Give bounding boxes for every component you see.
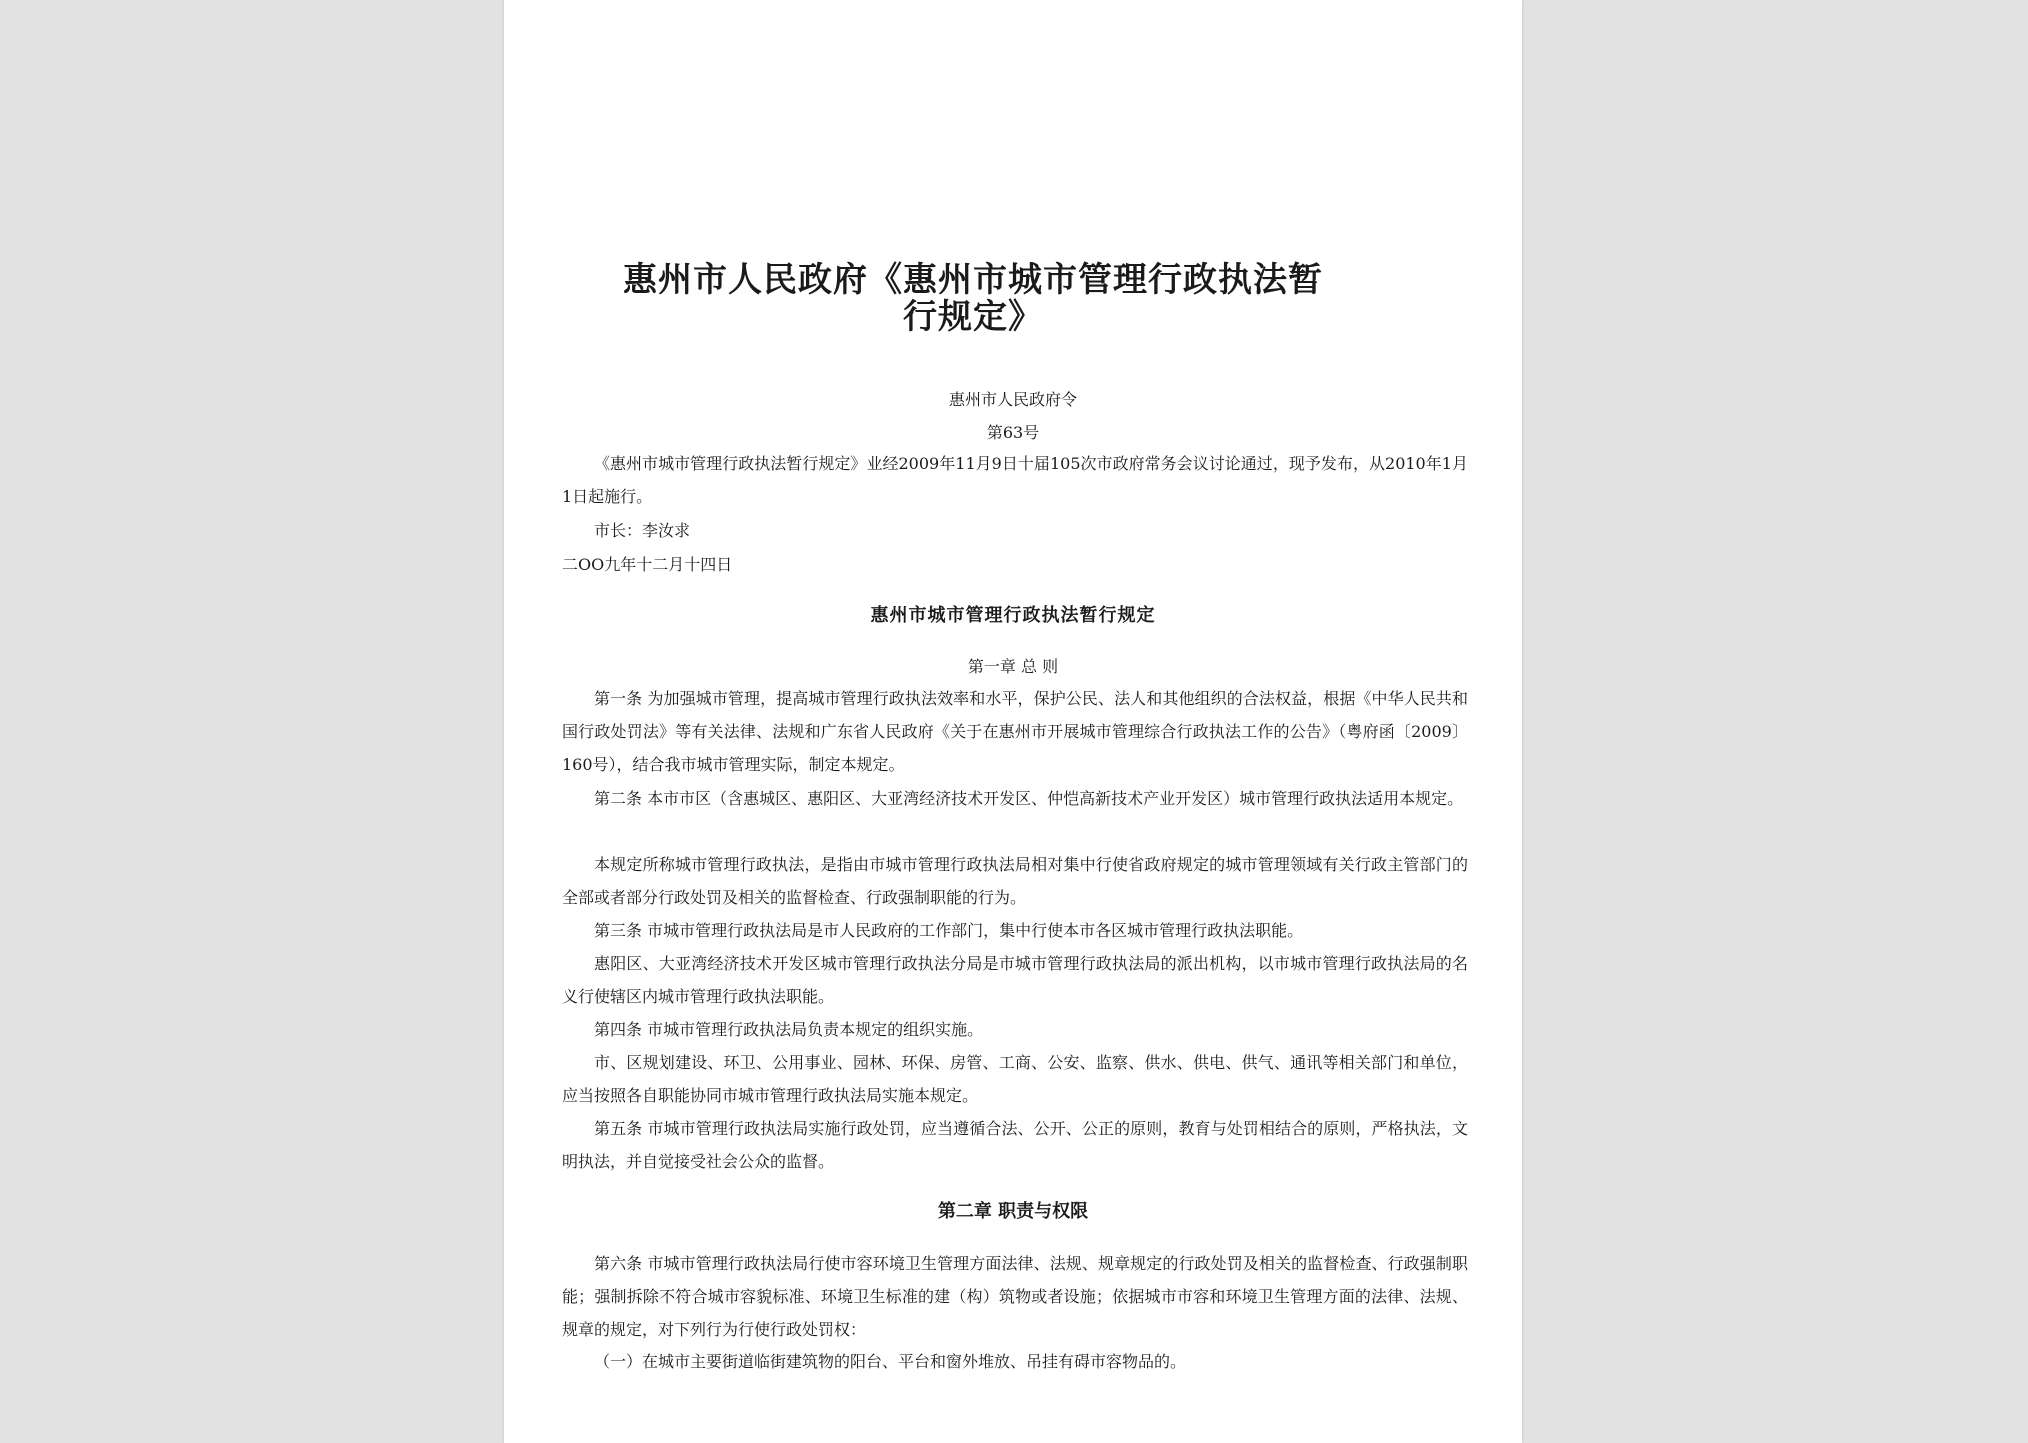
- date-line: 二OO九年十二月十四日: [562, 555, 733, 574]
- regulation-title: 惠州市城市管理行政执法暂行规定: [870, 605, 1156, 626]
- order-number: 第63号: [986, 423, 1040, 442]
- article-2: 第二条 本市市区（含惠城区、惠阳区、大亚湾经济技术开发区、仲恺高新技术产业开发区）城市管理行政执法适用本规定。: [594, 789, 1464, 808]
- chapter-2-title: 第二章 职责与权限: [937, 1201, 1089, 1222]
- article-3-paragraph-2: 惠阳区、大亚湾经济技术开发区城市管理行政执法分局是市城市管理行政执法局的派出机构，以市城市管理行政执法局的名义行使辖区内城市管理行政执法职能。: [562, 954, 1468, 1006]
- mayor-line: 市长：李汝求: [594, 521, 691, 540]
- article-6: 第六条 市城市管理行政执法局行使市容环境卫生管理方面法律、法规、规章规定的行政处罚及相关的监督检查、行政强制职能；强制拆除不符合城市容貌标准、环境卫生标准的建（构）筑物或者设施；依据城市市容和环境卫生管理方面的法律、法规、规章的规定，对下列行为行使行政处罚权：: [562, 1254, 1468, 1339]
- article-1: 第一条 为加强城市管理，提高城市管理行政执法效率和水平，保护公民、法人和其他组织的合法权益，根据《中华人民共和国行政处罚法》等有关法律、法规和广东省人民政府《关于在惠州市开展城市管理综合行政执法工作的公告》（粤府函〔2009〕160号），结合我市城市管理实际，制定本规定。: [562, 689, 1468, 774]
- article-3: 第三条 市城市管理行政执法局是市人民政府的工作部门，集中行使本市各区城市管理行政执法职能。: [594, 921, 1304, 940]
- article-5: 第五条 市城市管理行政执法局实施行政处罚，应当遵循合法、公开、公正的原则，教育与处罚相结合的原则，严格执法，文明执法，并自觉接受社会公众的监督。: [562, 1119, 1468, 1171]
- document-title: 惠州市人民政府《惠州市城市管理行政执法暂行规定》: [623, 260, 1323, 337]
- order-issuer: 惠州市人民政府令: [948, 390, 1077, 409]
- article-4-paragraph-2: 市、区规划建设、环卫、公用事业、园林、环保、房管、工商、公安、监察、供水、供电、供气、通讯等相关部门和单位，应当按照各自职能协同市城市管理行政执法局实施本规定。: [562, 1053, 1468, 1105]
- document-page: [504, 0, 1522, 1443]
- article-6-item-1: （一）在城市主要街道临街建筑物的阳台、平台和窗外堆放、吊挂有碍市容物品的。: [594, 1352, 1187, 1371]
- article-2-paragraph-2: 本规定所称城市管理行政执法，是指由市城市管理行政执法局相对集中行使省政府规定的城市管理领域有关行政主管部门的全部或者部分行政处罚及相关的监督检查、行政强制职能的行为。: [562, 855, 1468, 907]
- chapter-1-title: 第一章 总 则: [967, 657, 1059, 676]
- article-4: 第四条 市城市管理行政执法局负责本规定的组织实施。: [594, 1020, 984, 1039]
- preamble-paragraph: 《惠州市城市管理行政执法暂行规定》业经2009年11月9日十届105次市政府常务会议讨论通过，现予发布，从2010年1月1日起施行。: [562, 454, 1468, 506]
